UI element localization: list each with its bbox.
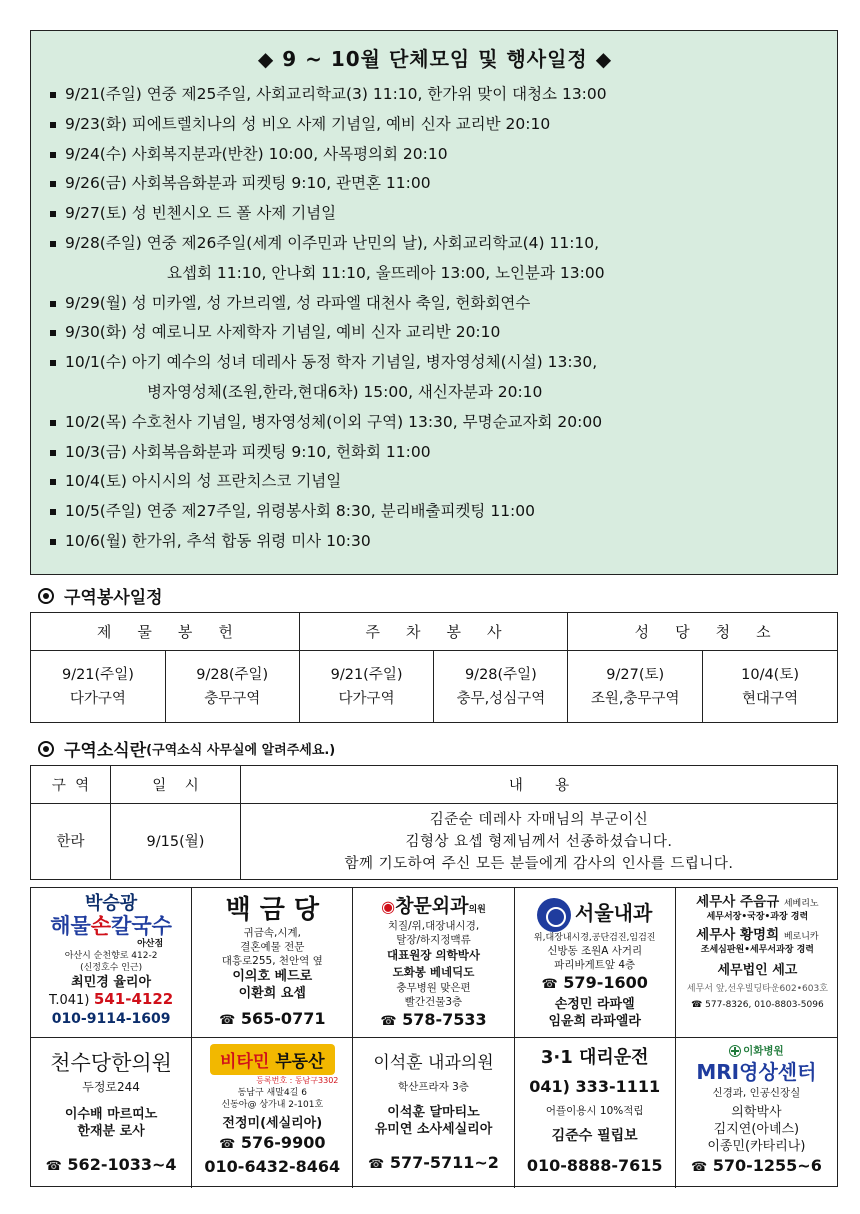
ad-phone [684,999,831,1011]
phone-icon: ☎ [690,1160,708,1175]
ad-designated-driver [515,1038,676,1188]
schedule-item [49,497,821,527]
table-cell [703,651,838,723]
ad-phone-number: 577-5711~2 [389,1153,499,1172]
schedule-item [49,438,821,468]
service-section-heading [38,583,163,608]
ad-shop-name [515,894,675,932]
schedule-list [49,80,821,557]
schedule-item [49,348,821,408]
table-header-row [31,613,838,651]
schedule-item [49,527,821,557]
schedule-item-text: 10/3(금) 사회복음화분과 피켓팅 9:10, 헌화회 11:00 [65,442,431,461]
ad-line: 유미연 소사세실리아 [374,1122,493,1137]
ad-phone-number: 577-8326, 010-8803-5096 [705,1000,824,1010]
ad-person [684,894,831,911]
ad-mri-center [676,1038,837,1188]
schedule-item-text: 9/23(화) 피에트렐치나의 성 비오 사제 기념일, 예비 신자 교리반 20:10 [65,114,551,133]
cell-area: 충무구역 [204,690,261,707]
ad-phone: 041) 333-1111 [529,1077,661,1096]
cell-area: 충무,성심구역 [456,690,546,707]
ad-shop-name: 천수당한의원 [50,1051,172,1075]
table-row [31,651,838,723]
ad-registration: 등록번호 : 동남구3302 [256,1076,339,1085]
schedule-item-text: 9/30(화) 성 예로니모 사제학자 기념일, 예비 신자 교리반 20:10 [65,323,501,342]
ad-tax-office [676,888,837,1038]
ad-name-text: 부동산 [275,1052,325,1072]
schedule-item-text: 10/2(목) 수호천사 기념일, 병자영성체(이외 구역) 13:30, 무명순교자회 20:00 [65,412,603,431]
ad-line: 신동아@ 상가내 2-101호 [221,1100,324,1110]
ad-phone [31,1154,191,1178]
schedule-item-continuation: 병자영성체(조원,한라,현대6차) 15:00, 새신자분과 20:10 [147,382,543,401]
ad-address: 아산시 순천향로 412-2 [64,951,158,961]
column-header-cleaning: 성당청소 [568,613,838,651]
ad-badge-text: 비타민 [220,1052,270,1072]
schedule-item-text: 10/1(수) 아기 예수의 성녀 데레사 동정 학자 기념일, 병자영성체(시설) 13:30, [65,353,598,372]
schedule-item [49,80,821,110]
hospital-cross-icon [729,1045,741,1057]
news-table [30,765,838,880]
ad-line: 손정민 라파엘 [554,997,635,1012]
ad-owner-top: 박승광 [85,893,138,914]
ad-firm: 세무법인 세고 [717,963,798,978]
ad-hospital [676,1044,837,1058]
schedule-item [49,169,821,199]
schedule-item-text: 9/26(금) 사회복음화분과 피켓팅 9:10, 관면혼 11:00 [65,174,431,193]
ad-shop-name: 이석훈 내과의원 [373,1053,494,1073]
table-cell [434,651,568,723]
ad-line: 임윤희 라파엘라 [548,1014,641,1029]
phone-icon: ☎ [219,1137,236,1152]
ad-line: 결혼예물 전문 [240,941,305,953]
ad-phone [31,991,191,1009]
ad-line: 신방동 조원A 사거리 [547,945,643,957]
ad-line: 이수배 마르띠노 [64,1107,158,1122]
ad-phone-number: 578-7533 [402,1010,487,1029]
news-heading-text: 구역소식란 [64,741,147,761]
ad-brand-badge [210,1044,334,1075]
phone-icon: ☎ [368,1157,385,1172]
ad-mobile: 010-9114-1609 [51,1011,171,1027]
ad-phone [676,1155,837,1179]
circle-dot-icon [38,741,54,757]
ad-phone [192,1132,352,1156]
ad-address: (신정호수 인근) [80,963,143,973]
ad-phone-number: 576-9900 [240,1133,326,1152]
advertisement-grid [30,887,838,1187]
schedule-item-text: 9/29(월) 성 미카엘, 성 가브리엘, 성 라파엘 대천사 축일, 헌화회연수 [65,293,531,312]
ad-person [684,927,831,944]
schedule-item-text: 9/24(수) 사회복지분과(반찬) 10:00, 사목평의회 20:10 [65,144,448,163]
ad-name-part: 해물 [50,914,91,938]
service-table [30,612,838,723]
schedule-item-text: 10/6(월) 한가위, 추석 합동 위령 미사 10:30 [65,531,371,550]
ad-line: 전정미(세실리아) [222,1116,323,1131]
ad-phone-number: 579-1600 [563,973,648,992]
table-cell [165,651,299,723]
ad-seoul-clinic [515,888,676,1038]
ad-phone [353,1009,513,1033]
ad-line: 김준수 필립보 [551,1128,638,1144]
schedule-item [49,467,821,497]
ad-line: 의학박사 [731,1105,782,1120]
ad-person-title: 세무사 주음규 [696,894,780,910]
phone-icon: ☎ [691,1000,703,1010]
ad-hospital-name: 이화병원 [743,1045,784,1057]
column-header-content: 내 용 [241,766,838,804]
ad-shop-name: 백 금 당 [225,895,320,925]
ad-line: 빨간건물3층 [404,996,463,1008]
ad-line: 대표원장 의학박사 [387,948,480,962]
ad-line: 세무서장•국장•과장 경력 [706,912,809,922]
ad-shop-name [31,914,191,938]
ad-phone [515,972,675,996]
schedule-item-continuation: 요셉회 11:10, 안나회 11:10, 울뜨레아 13:00, 노인분과 13:00 [167,263,605,282]
ad-line: 귀금속,시계, [243,927,301,939]
event-schedule-box [30,30,838,575]
schedule-item [49,289,821,319]
ad-shop-name: MRI영상센터 [696,1060,817,1084]
ad-branch: 아산점 [137,939,164,949]
ad-name-text: 창문외과 [395,895,469,917]
ad-line: 이석훈 달마티노 [387,1105,480,1120]
ad-phone [353,1152,513,1176]
ad-person-name: 세베리노 [783,899,819,909]
ad-shop-name [192,1044,352,1075]
table-cell [31,651,166,723]
column-header-date: 일 시 [111,766,241,804]
ad-cheonsudang [31,1038,192,1188]
ad-phone [192,1008,352,1032]
ad-line: 신경과, 인공신장실 [712,1087,801,1099]
ad-vitamin-realestate [192,1038,353,1188]
column-header-offering: 제물봉헌 [31,613,300,651]
schedule-item-text: 10/5(주일) 연중 제27주일, 위령봉사회 8:30, 분리배출피켓팅 11:00 [65,502,536,521]
ad-line: 조세심판원•세무서과장 경력 [700,945,814,955]
table-header-row [31,766,838,804]
schedule-item [49,110,821,140]
ad-shop-name [353,894,513,919]
news-line: 김준순 데레사 자매님의 부군이신 [429,811,649,828]
schedule-item [49,408,821,438]
ad-phone-number: 562-1033~4 [67,1155,177,1174]
cell-date: 9/28(주일) [196,666,269,683]
news-line: 김형상 요셉 형제님께서 선종하셨습니다. [405,833,673,850]
ad-phone-number: 570-1255~6 [712,1156,822,1175]
news-line: 함께 기도하여 주신 모든 분들에게 감사의 인사를 드립니다. [344,855,734,872]
schedule-item [49,199,821,229]
ad-name-part: 칼국수 [111,914,172,938]
cell-area: 현대구역 [742,690,799,707]
table-cell [568,651,703,723]
schedule-item-text: 9/21(주일) 연중 제25주일, 사회교리학교(3) 11:10, 한가위 맞이 대청소 13:00 [65,85,607,103]
schedule-item [49,140,821,170]
phone-icon: ☎ [541,977,558,992]
ad-address: 세무서 앞,선우빌딩타운602•603호 [686,984,828,994]
cell-date: 9/21(주일) [330,666,403,683]
cell-area: 다가구역 [69,690,126,707]
schedule-item [49,318,821,348]
cell-area: 다가구역 [338,690,395,707]
university-seal-icon [537,898,571,932]
ad-phone-number: 565-0771 [240,1009,326,1028]
news-date: 9/15(월) [111,804,241,880]
column-header-parking: 주차봉사 [299,613,568,651]
ad-line: 김지연(아녜스) [713,1122,800,1137]
ad-person-name: 베로니카 [783,932,819,942]
ad-leeseokhoon-clinic [353,1038,514,1188]
ad-changmun-clinic [353,888,514,1038]
ad-name-part: 손 [90,914,112,938]
ad-line: 이종민(카타리나) [707,1139,806,1154]
schedule-title: ◆ 9 ~ 10월 단체모임 및 행사일정 ◆ [257,47,613,71]
ad-mobile: 010-6432-8464 [204,1157,341,1176]
schedule-item [49,229,821,289]
ad-line: 위,대장내시경,공단검진,임검진 [533,933,656,943]
table-row [31,804,838,880]
ad-line: 탈장/하지정맥류 [396,934,471,946]
phone-icon: ☎ [219,1013,236,1028]
cell-date: 9/28(주일) [464,666,537,683]
clinic-logo-icon: ◉ [381,897,396,916]
schedule-item-text: 9/28(주일) 연중 제26주일(세계 이주민과 난민의 날), 사회교리학교(4) 11:10, [65,233,600,252]
column-header-area: 구 역 [31,766,111,804]
ad-line: 파리바게트앞 4층 [554,959,636,971]
ad-line: 충무병원 맞은편 [396,982,471,994]
ad-line: 동남구 새말4길 6 [237,1088,307,1098]
phone-icon: ☎ [45,1159,62,1174]
ad-address: 두정로244 [82,1080,140,1094]
news-section-heading [38,736,335,761]
ad-line: 어플이용시 10%적립 [545,1105,644,1117]
ad-line: 치질/위,대장내시경, [387,920,480,932]
ad-phone-number: 541-4122 [93,990,174,1008]
cell-date: 10/4(토) [741,666,800,683]
ad-line: 한재분 로사 [77,1124,145,1139]
table-cell [299,651,434,723]
ad-line: 대흥로255, 천안역 옆 [221,955,323,967]
cell-date: 9/27(토) [606,666,665,683]
ad-kalguksu [31,888,192,1038]
schedule-item-text: 10/4(토) 아시시의 성 프란치스코 기념일 [65,472,342,491]
ad-shop-name: 3·1 대리운전 [540,1047,649,1068]
ad-line: 이의호 베드로 [232,969,313,984]
ad-owner: 최민경 율리아 [71,975,152,990]
cell-date: 9/21(주일) [61,666,134,683]
service-heading-text: 구역봉사일정 [64,588,163,608]
ad-baekgeumdang [192,888,353,1038]
phone-icon: ☎ [380,1014,397,1029]
ad-name-suffix: 의원 [468,905,486,915]
ad-mobile: 010-8888-7615 [526,1156,663,1175]
ad-line: 도화봉 베네딕도 [392,965,475,979]
ad-name-text: 서울내과 [575,901,653,925]
ad-person-title: 세무사 황명희 [696,927,780,943]
ad-line: 학산프라자 3층 [398,1081,469,1093]
ad-line: 이환희 요셉 [238,986,306,1001]
news-area: 한라 [31,804,111,880]
news-heading-note: (구역소식 사무실에 알려주세요.) [146,743,336,758]
cell-area: 조원,충무구역 [590,690,680,707]
news-content [241,804,838,880]
ad-phone-label: T.041) [48,993,90,1008]
schedule-item-text: 9/27(토) 성 빈첸시오 드 폴 사제 기념일 [65,204,337,223]
circle-dot-icon [38,588,54,604]
